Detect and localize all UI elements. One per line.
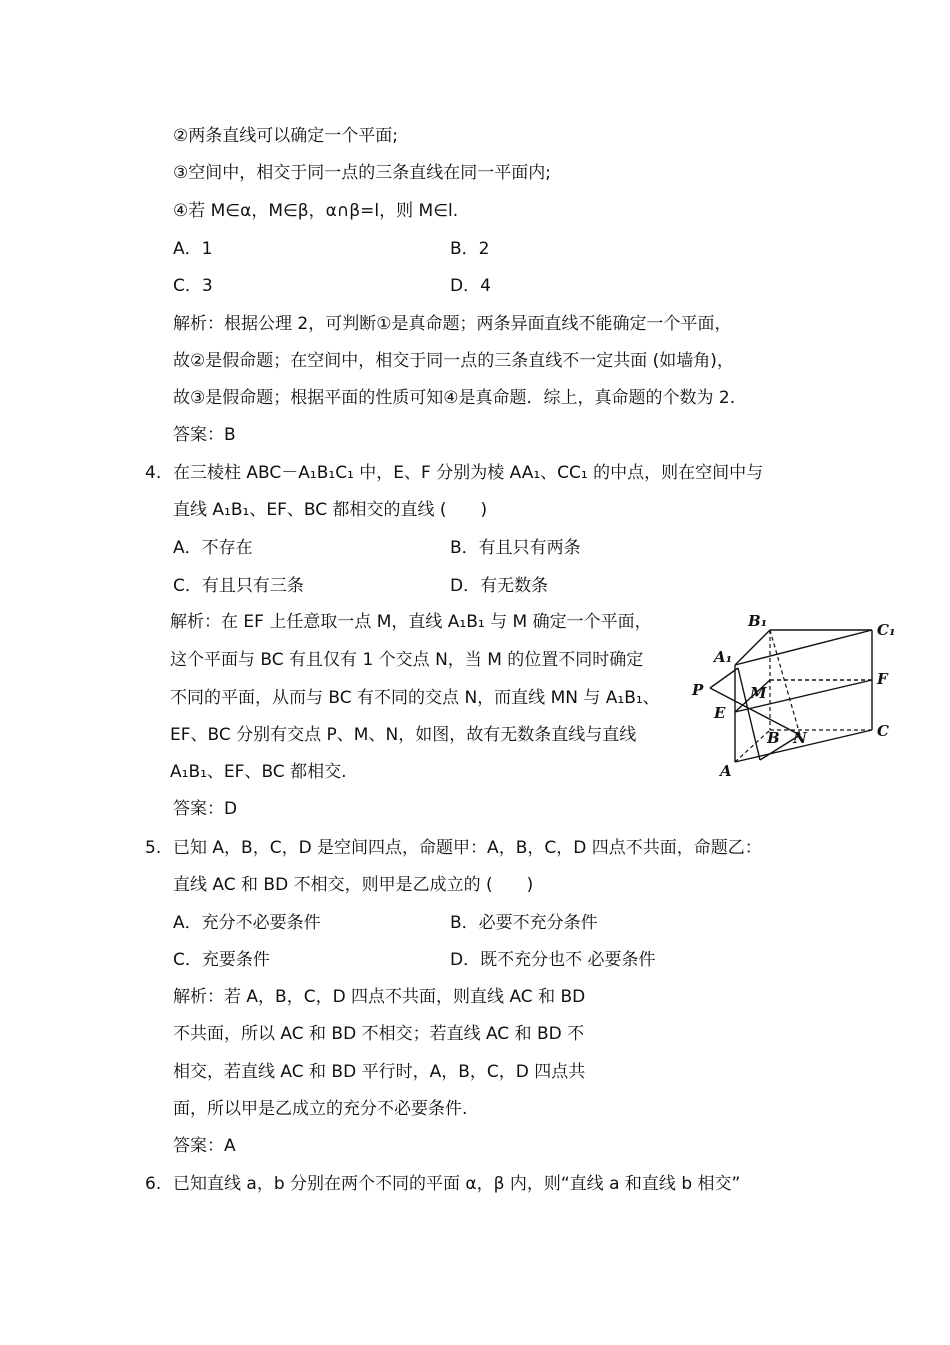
q6-stem-line-1: 已知直线 a，b 分别在两个不同的平面 α，β 内，则“直线 a 和直线 b 相交” — [173, 1174, 741, 1194]
q3-analysis-line: 解析：根据公理 2，可判断①是真命题；两条异面直线不能确定一个平面， — [173, 314, 732, 334]
q4-analysis-line: 不同的平面，从而与 BC 有不同的交点 N，而直线 MN 与 A₁B₁、 — [170, 688, 660, 708]
q6-number: 6. — [145, 1174, 162, 1194]
label-n: N — [793, 729, 807, 747]
label-e: E — [714, 704, 726, 722]
q5-option-a: A．充分不必要条件 — [173, 913, 321, 933]
label-b1: B₁ — [748, 612, 768, 630]
q5-analysis-line: 面，所以甲是乙成立的充分不必要条件. — [173, 1099, 468, 1119]
label-c: C — [877, 722, 889, 740]
q5-option-b: B．必要不充分条件 — [450, 913, 598, 933]
q5-stem-line-1: 已知 A，B，C，D 是空间四点，命题甲：A，B，C，D 四点不共面，命题乙： — [173, 838, 762, 858]
label-m: M — [750, 684, 767, 702]
q3-statement-4: ④若 M∈α，M∈β，α∩β=l，则 M∈l. — [173, 201, 459, 221]
q4-option-b: B．有且只有两条 — [450, 538, 581, 558]
q5-analysis-line: 不共面，所以 AC 和 BD 不相交；若直线 AC 和 BD 不 — [173, 1024, 585, 1044]
q5-number: 5. — [145, 838, 162, 858]
q3-statement-2: ②两条直线可以确定一个平面; — [173, 126, 398, 146]
q3-analysis-line: 故②是假命题；在空间中，相交于同一点的三条直线不一定共面 (如墙角)， — [173, 351, 734, 371]
prism-figure — [685, 605, 900, 785]
q4-analysis-line: 这个平面与 BC 有且仅有 1 个交点 N，当 M 的位置不同时确定 — [170, 650, 644, 670]
q4-analysis-line: A₁B₁、EF、BC 都相交. — [170, 762, 347, 782]
q4-option-a: A．不存在 — [173, 538, 253, 558]
q3-option-c: C．3 — [173, 276, 213, 296]
q3-option-a: A．1 — [173, 239, 213, 259]
q3-option-d: D．4 — [450, 276, 491, 296]
q5-option-c: C．充要条件 — [173, 950, 270, 970]
q4-analysis-line: EF、BC 分别有交点 P、M、N，如图，故有无数条直线与直线 — [170, 725, 637, 745]
q4-number: 4. — [145, 463, 162, 483]
label-f: F — [877, 670, 888, 688]
q4-stem-line-1: 在三棱柱 ABC－A₁B₁C₁ 中，E、F 分别为棱 AA₁、CC₁ 的中点，则在空间中与 — [173, 463, 764, 483]
q5-answer: 答案：A — [173, 1136, 236, 1156]
q4-option-c: C．有且只有三条 — [173, 576, 304, 596]
q5-analysis-line: 相交，若直线 AC 和 BD 平行时，A，B，C，D 四点共 — [173, 1062, 586, 1082]
q4-answer: 答案：D — [173, 799, 238, 819]
q3-answer: 答案：B — [173, 425, 236, 445]
q4-analysis-line: 解析：在 EF 上任意取一点 M，直线 A₁B₁ 与 M 确定一个平面， — [170, 612, 652, 632]
q4-stem-line-2: 直线 A₁B₁、EF、BC 都相交的直线 ( ) — [173, 500, 488, 520]
q5-option-d: D．既不充分也不 必要条件 — [450, 950, 656, 970]
q3-option-b: B．2 — [450, 239, 490, 259]
label-b: B — [767, 729, 780, 747]
label-a: A — [720, 762, 732, 780]
label-a1: A₁ — [714, 648, 733, 666]
q3-analysis-line: 故③是假命题；根据平面的性质可知④是真命题．综上，真命题的个数为 2. — [173, 388, 736, 408]
q4-option-d: D．有无数条 — [450, 576, 549, 596]
q5-stem-line-2: 直线 AC 和 BD 不相交，则甲是乙成立的 ( ) — [173, 875, 534, 895]
label-c1: C₁ — [877, 621, 896, 639]
q3-statement-3: ③空间中，相交于同一点的三条直线在同一平面内; — [173, 163, 551, 183]
label-p: P — [692, 681, 704, 699]
q5-analysis-line: 解析：若 A，B，C，D 四点不共面，则直线 AC 和 BD — [173, 987, 586, 1007]
